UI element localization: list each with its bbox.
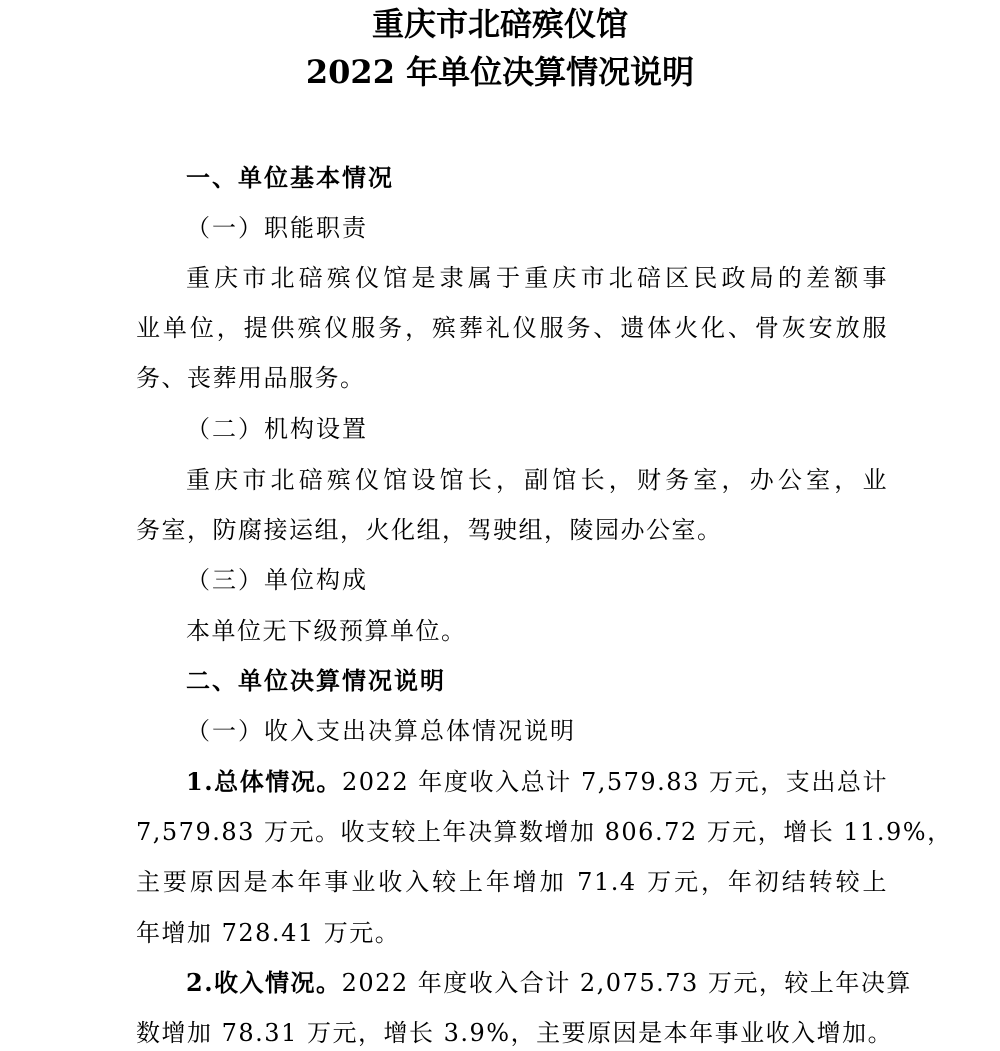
paragraph-line: 7,579.83 万元。收支较上年决算数增加 806.72 万元，增长 11.9%， [136,818,953,846]
paragraph-line: 数增加 78.31 万元，增长 3.9%，主要原因是本年事业收入增加。 [136,1019,894,1047]
paragraph-line: 重庆市北碚殡仪馆是隶属于重庆市北碚区民政局的差额事 [186,264,888,292]
paragraph-line: 年增加 728.41 万元。 [136,919,401,947]
paragraph-line: 本单位无下级预算单位。 [186,617,467,645]
paragraph-lead: 2.收入情况。 [186,968,342,997]
sub1-heading: （一）职能职责 [186,214,368,242]
document-title-line1: 重庆市北碚殡仪馆 [371,5,628,43]
paragraph-line: 重庆市北碚殡仪馆设馆长，副馆长，财务室，办公室，业 [186,466,888,494]
section2-heading: 二、单位决算情况说明 [186,666,446,695]
paragraph-line [186,766,888,798]
sub3-heading: （三）单位构成 [186,566,368,594]
section2-sub1-heading: （一）收入支出决算总体情况说明 [186,717,576,745]
paragraph-line: 务室，防腐接运组，火化组，驾驶组，陵园办公室。 [136,516,723,544]
section1-heading: 一、单位基本情况 [186,163,394,192]
paragraph-text: 2022 年度收入合计 2,075.73 万元，较上年决算 [341,969,912,997]
paragraph-line: 主要原因是本年事业收入较上年增加 71.4 万元，年初结转较上 [136,868,888,896]
paragraph-line: 业单位，提供殡仪服务，殡葬礼仪服务、遗体火化、骨灰安放服 [136,314,888,342]
paragraph-line [186,967,912,999]
paragraph-text: 2022 年度收入总计 7,579.83 万元，支出总计 [342,768,888,796]
document-title-line2: 2022 年单位决算情况说明 [305,53,695,91]
paragraph-line: 务、丧葬用品服务。 [136,364,366,392]
paragraph-lead: 1.总体情况。 [186,767,343,796]
sub2-heading: （二）机构设置 [186,415,368,443]
